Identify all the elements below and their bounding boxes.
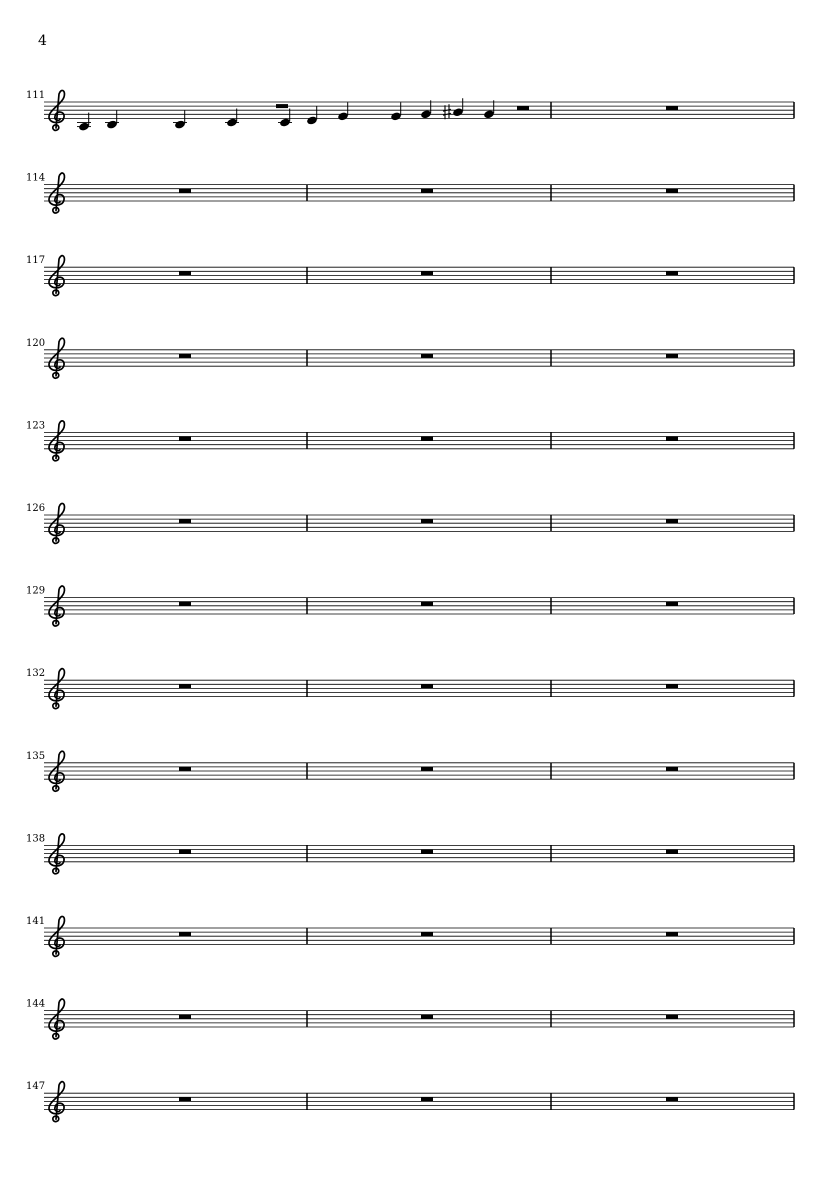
whole-rest [421,271,433,275]
whole-rest [179,767,191,771]
whole-rest [666,1097,678,1101]
quarter-note-head [174,120,186,130]
measure-number: 144 [26,998,46,1010]
whole-rest [666,602,678,606]
whole-rest [666,1015,678,1019]
measure-number: 126 [26,503,46,514]
whole-rest [179,684,191,688]
staff-system [26,255,794,295]
whole-rest [179,437,191,441]
staff-system [26,668,794,708]
page-number: 4 [38,33,47,49]
quarter-note-head [306,115,318,125]
whole-rest [179,850,191,854]
quarter-note-head [420,109,432,119]
whole-rest [517,106,529,110]
quarter-note-head [106,120,118,130]
whole-rest [421,767,433,771]
whole-rest [179,354,191,358]
whole-rest [179,189,191,193]
measure-number: 138 [26,833,46,845]
measure-number: 132 [26,668,46,680]
whole-rest [421,684,433,688]
whole-rest [179,271,191,275]
whole-rest [666,850,678,854]
whole-rest [666,932,678,936]
whole-rest [179,932,191,936]
staff-system [26,916,794,956]
measure-number: 114 [26,172,46,184]
whole-rest [666,684,678,688]
measure-number: 135 [26,750,46,762]
staff-system [26,173,794,213]
whole-rest [666,189,678,193]
staff-system [26,90,794,132]
whole-rest [421,1015,433,1019]
quarter-note-head [390,111,402,121]
whole-rest [666,106,678,110]
whole-rest [421,1097,433,1101]
measure-number: 147 [26,1081,46,1093]
whole-rest [179,602,191,606]
whole-rest [421,602,433,606]
measure-number: 117 [26,255,46,267]
whole-rest [666,271,678,275]
quarter-note-head [337,111,349,121]
whole-rest [179,1097,191,1101]
measure-number: 129 [26,585,46,597]
whole-rest [421,519,433,523]
whole-rest [421,437,433,441]
staff-system [26,586,794,626]
measure-number: 111 [26,90,46,101]
whole-rest [666,437,678,441]
whole-rest [666,354,678,358]
whole-rest [666,519,678,523]
whole-rest [179,1015,191,1019]
measure-number: 123 [26,420,46,432]
staff-system [26,338,794,378]
whole-rest [421,932,433,936]
quarter-note-head [226,118,238,128]
staff-system [26,503,794,543]
staff-system [26,833,794,873]
staff-system [26,751,794,791]
whole-rest [421,354,433,358]
quarter-note-head [452,107,464,117]
whole-rest [421,850,433,854]
staff-system [26,999,794,1039]
whole-rest [421,189,433,193]
whole-rest [276,104,288,108]
quarter-note-head [279,118,291,128]
measure-number: 120 [26,337,46,349]
whole-rest [666,767,678,771]
whole-rest [179,519,191,523]
staff-system [26,420,794,460]
measure-number: 141 [26,916,46,927]
quarter-note-head [483,109,495,119]
quarter-note-head [78,122,90,132]
staff-system [26,1081,794,1121]
